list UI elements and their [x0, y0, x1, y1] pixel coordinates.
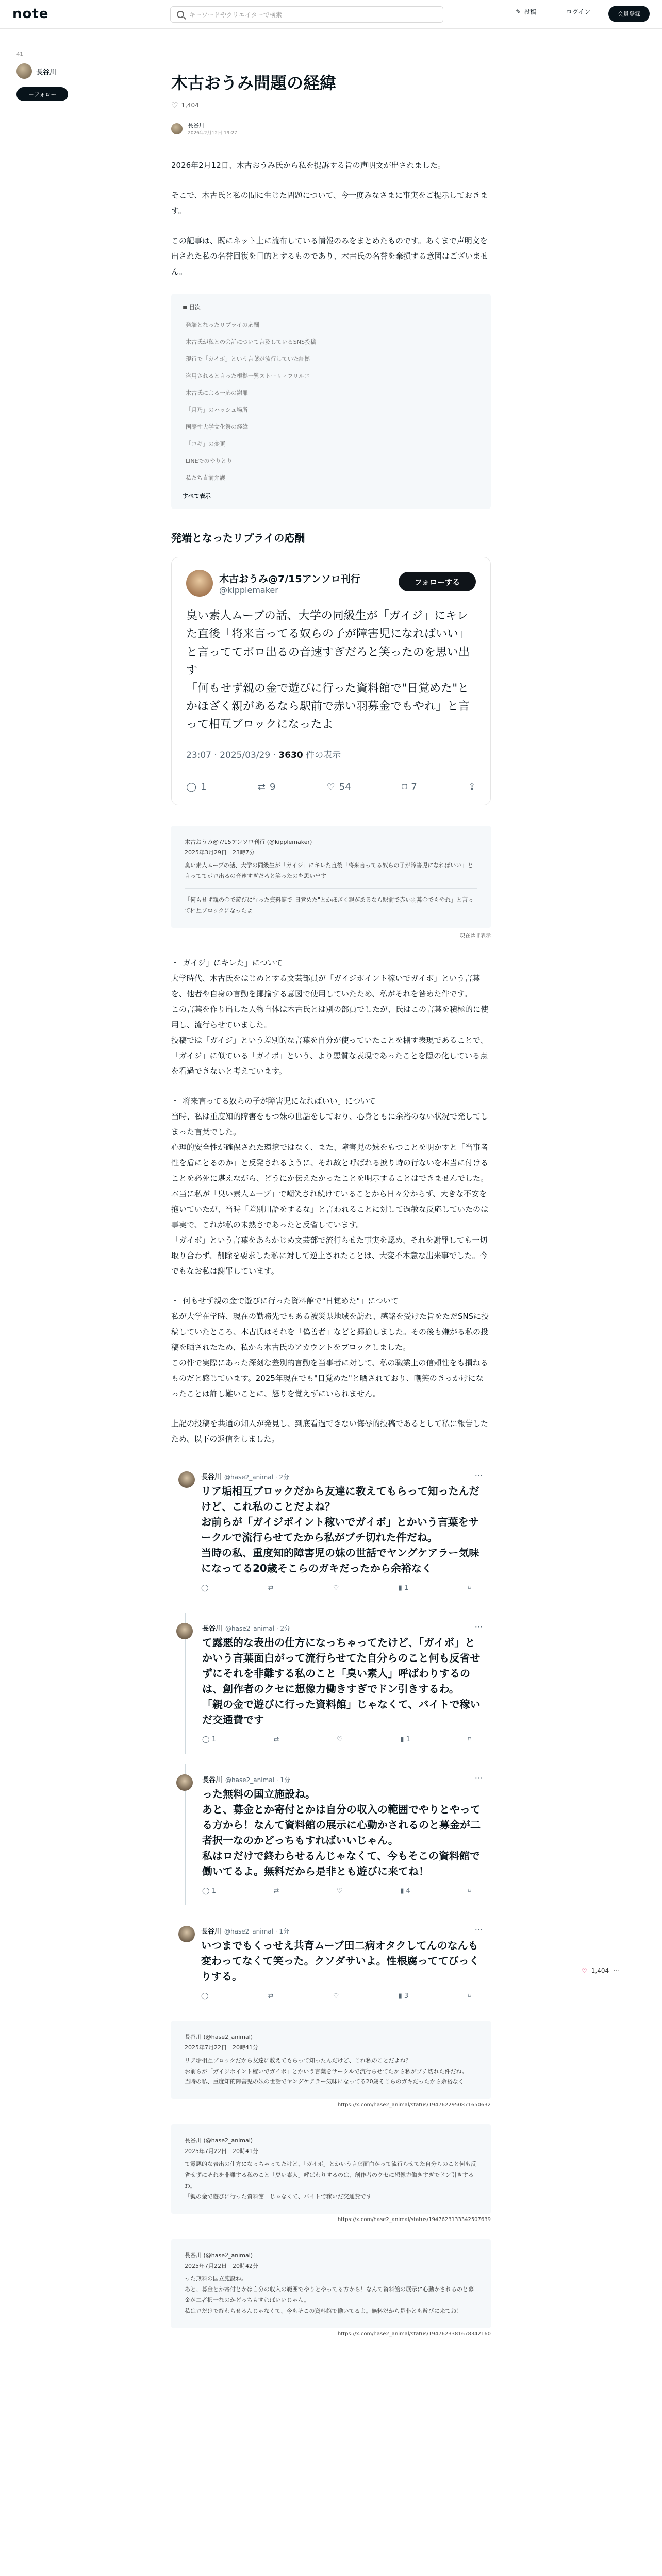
floating-like-count: 1,404 [591, 1967, 609, 1974]
pen-icon: ✎ [516, 8, 521, 15]
reply-author: 長谷川 @hase2_animal · 1分 [201, 1927, 289, 1936]
divider [185, 888, 477, 889]
tweet-screenshot [171, 557, 491, 805]
retweet-icon: ⇄ [268, 1584, 274, 1592]
embed-source-link[interactable]: https://x.com/hase2_animal/status/1947622950871650632 [337, 2102, 491, 2108]
views-count: ▮ 4 [400, 1887, 410, 1895]
more-icon[interactable]: ··· [613, 1967, 619, 1974]
paragraph: この記事は、既にネット上に流布している情報のみをまとめたものです。あくまで声明文を出された私の名誉回復を目的とするものであり、木古氏の名誉を棄損する意図はございません。 [171, 236, 489, 277]
toc-item[interactable]: 「月乃」のハッシュ場所 [183, 401, 479, 418]
toc-heading: ≡ 目次 [183, 304, 201, 311]
paragraph: 2026年2月12日、木古おうみ氏から私を提訴する旨の声明文が出されました。 [171, 161, 445, 171]
embed-date: 2025年7月22日 20時41分 [185, 2148, 258, 2155]
embed-source-link[interactable]: https://x.com/hase2_animal/status/1947623133342507639 [337, 2216, 491, 2223]
heart-icon: ♡ [336, 1735, 343, 1743]
reply-screenshot [171, 1916, 491, 2010]
top-bar [0, 0, 662, 29]
toc-item[interactable]: 国際性大学文化祭の経緯 [183, 418, 479, 435]
toc-item[interactable]: 盗用されると言った根拠一覧ストーリィフリルエ [183, 367, 479, 384]
toc-item[interactable]: 発端となったリプライの応酬 [183, 316, 479, 333]
avatar [16, 63, 32, 79]
embed-body: った無料の国立施設ね。 あと、募金とか寄付とかは自分の収入の範囲でやりとやってる方から！なんて資料館の展示に心動かされるのと募金が二者択一なのかどっちもすればいいじゃん。 私はロだけで終わらせるんじゃなくて、今もそこの資料館で働いてるよ。無料だから是非とも遊びに来てね！ [185, 2275, 474, 2315]
embed-author: 長谷川 (@hase2_animal) [185, 2137, 253, 2144]
embed-body: て露悪的な表出の仕方になっちゃってたけど、「ガイボ」とかいう言葉面白がって流行らせてた自分らのこと何も反省せずにそれを非難する私のこと「臭い素人」呼ばわりするのは、創作者のクセに想像力働きすぎでドン引きするわ。 「親の金で遊びに行った資料館」じゃなくて、バイトで稼いだ交通費です [185, 2161, 476, 2200]
article-meta [171, 121, 491, 136]
bookmark-icon: ⌑ [468, 1584, 471, 1592]
tweet-embed [171, 2239, 491, 2328]
search-placeholder: キーワードやクリエイターで検索 [189, 11, 282, 19]
reply-body: いつまでもくっせえ共育ムーブ田二病オタクしてんのなんも変わってなくて笑った。クソダサいよ。性根腐っててびっくりする。 [201, 1939, 479, 1982]
reply-count: ◯ 1 [202, 1735, 216, 1743]
tweet-body: 臭い素人ムーブの話、大学の同級生が「ガイジ」にキレた直後「将来言ってる奴らの子が障害児になればいい」と言っててボロ出るの音速すぎだろと笑ったのを思い出す 「何もせず親の金で遊びに行った資料館で"日覚めた"とかほざく親があるなら駅前で赤い羽募金でもやれ」と言って相互ブロックになったよ [186, 609, 470, 732]
embed-author: 長谷川 (@hase2_animal) [185, 2251, 253, 2259]
heart-icon: ♡ [336, 1887, 343, 1895]
heart-icon: ♡ [582, 1967, 587, 1974]
toc-item[interactable]: LINEでのやりとり [183, 452, 479, 469]
post-label: 投稿 [524, 8, 537, 15]
heart-icon: ♡ [333, 1992, 339, 2000]
embed-source-link[interactable]: 現在は非表示 [460, 933, 491, 939]
chart-icon: ▮ [398, 1992, 402, 2000]
reply-screenshot [171, 1461, 491, 1602]
sidebar-author[interactable] [16, 63, 130, 79]
paragraph: ・「何もせず親の金で遊びに行った資料館で"日覚めた"」について 私が大学在学時、現在の勤務先でもある被災県地域を訪れ、感銘を受けた旨をただSNSに投稿していたところ、木古氏はそれを「偽善者」などと揶揄しました。その後も嫌がる私の投稿を晒されたため、私から木古氏のアカウントをブロックしました。 この件で実際にあった深刻な差別的言動を当事者に対して、私の職業上の信頼性をも損ねるものだと感じています。2025年現在でも"日覚めた"と晒されており、嘲笑のきっかけになったことは許し難いことに、怒りを覚えずにいられません。 [171, 1296, 489, 1398]
magazine-count: 41 [16, 52, 23, 57]
like-count: ♡ 54 [326, 781, 351, 792]
section-heading: 発端となったリプライの応酬 [171, 532, 305, 545]
search-icon [177, 11, 184, 18]
toc-item[interactable]: 木古氏が私との会話について言及しているSNS投稿 [183, 333, 479, 350]
tweet-timestamp: 23:07 · 2025/03/29 · 3630 件の表示 [186, 748, 476, 771]
paragraph: ・「ガイジ」にキレた」について 大学時代、木古氏をはじめとする文芸部員が「ガイジポイント稼いでガイボ」という言葉を、他者や自身の言動を揶揄する意図で使用していたため、私がそれを咎めた件です。 この言葉を作り出した人物自体は木古氏とは別の部員でしたが、氏はこの言葉を積極的に使用し、流行らせていました。 投稿では「ガイジ」という差別的な言葉を自分が使っていたことを棚す表現であることで、「ガイジ」に似ている「ガイボ」という、より悪質な表現であったことを隠の化している点を看過できないと考えています。 [171, 958, 489, 1076]
paragraph: そこで、木古氏と私の間に生じた問題について、今一度みなさまに事実をご提示しておきます。 [171, 191, 488, 216]
embed-body: 「何もせず親の金で遊びに行った資料館で"日覚めた"とかほざく親があるなら駅前で赤い羽募金でもやれ」と言って相互ブロックになったよ [185, 896, 474, 914]
sidebar-author-name: 長谷川 [36, 68, 57, 76]
reply-body: て露悪的な表出の仕方になっちゃってたけど、「ガイボ」とかいう言葉面白がって流行らせてた自分らのこと何も反省せずにそれを非難する私のこと「臭い素人」呼ばわりするのは、創作者のクセに想像力働きすぎでドン引きするわ。 「親の金で遊びに行った資料館」じゃなくて、バイトで稼いだ交通費です [202, 1636, 481, 1726]
retweet-icon: ⇄ [257, 781, 266, 792]
search-input[interactable] [170, 6, 443, 23]
reply-icon: ◯ [186, 781, 197, 792]
reply-screenshot [185, 1764, 491, 1905]
retweet-icon: ⇄ [273, 1735, 279, 1743]
bookmark-icon: ⌑ [402, 781, 407, 792]
retweet-icon: ⇄ [273, 1887, 279, 1895]
retweet-icon: ⇄ [268, 1992, 274, 2000]
more-icon: ··· [474, 1470, 483, 1480]
reply-actions [201, 1584, 482, 1592]
toc-item[interactable]: 木古氏による一応の謝罪 [183, 384, 479, 401]
tweet-actions [186, 782, 476, 792]
signup-button[interactable]: 会員登録 [608, 6, 650, 22]
embed-author: 長谷川 (@hase2_animal) [185, 2033, 253, 2040]
avatar [178, 1471, 195, 1488]
tweet-author-handle: @kipplemaker [219, 585, 278, 596]
retweet-count: ⇄ 9 [257, 781, 276, 792]
article [171, 72, 491, 2353]
heart-icon: ♡ [326, 781, 335, 792]
reply-screenshot [185, 1613, 491, 1754]
note-logo[interactable]: note [12, 6, 49, 22]
like-summary[interactable] [171, 100, 491, 110]
avatar [176, 1623, 193, 1639]
views-count: ▮ 1 [400, 1735, 410, 1743]
bookmark-icon: ⌑ [468, 1735, 471, 1743]
tweet-author-name: 木古おうみ@7/15アンソロ刊行 [219, 573, 360, 585]
toc-show-all-button[interactable]: すべて表示 [183, 493, 211, 500]
more-icon: ··· [474, 1621, 483, 1632]
reply-icon: ◯ [202, 1887, 210, 1895]
embed-body: 臭い素人ムーブの話、大学の同級生が「ガイジ」にキレた直後「将来言ってる奴らの子が障害児になればいい」と言っててボロ出るの音速すぎだろと笑ったのを思い出す [185, 862, 473, 880]
embed-author: 木古おうみ@7/15アンソロ刊行 (@kipplemaker) [185, 838, 312, 845]
tweet-embed [171, 2021, 491, 2099]
plus-icon: ＋ [28, 91, 34, 98]
reply-body: リア垢相互ブロックだから友達に教えてもらって知ったんだけど、これ私のことだよね？ お前らが「ガイジポイント稼いでガイボ」とかいう言葉をサークルで流行らせてたから私がブチ切れた件だね。 当時の私、重度知的障害児の妹の世話でヤングケアラー気味になってる20歳そこらのガキだったから余裕なく [201, 1484, 479, 1574]
toc-item[interactable]: 私たち直前弁護 [183, 469, 479, 486]
reply-count: ◯ 1 [202, 1887, 216, 1895]
toc-item[interactable]: 「コギ」の変更 [183, 435, 479, 452]
share-icon: ⇪ [468, 781, 476, 792]
bookmark-icon: ⌑ [468, 1887, 471, 1895]
meta-author[interactable]: 長谷川 [188, 122, 205, 129]
avatar [176, 1774, 193, 1791]
reply-actions [202, 1887, 482, 1895]
tweet-embed [171, 2124, 491, 2213]
reply-actions [201, 1992, 482, 2000]
reply-icon: ◯ [201, 1584, 209, 1592]
avatar [186, 570, 213, 597]
floating-like-button[interactable] [582, 1967, 619, 1974]
follow-button[interactable] [16, 87, 68, 101]
avatar [178, 1926, 195, 1942]
bookmark-count: ⌑ 7 [402, 781, 417, 792]
reply-body: った無料の国立施設ね。 あと、募金とか寄付とかは自分の収入の範囲でやりとやってる方から！なんて資料館の展示に心動かされるのと募金が二者択一なのかどっちもすればいいじゃん。 私はロだけで終わらせるんじゃなくて、今もそこの資料館で働いてるよ。無料だから是非とも遊びに来てね！ [202, 1787, 481, 1877]
embed-date: 2025年7月22日 20時41分 [185, 2044, 258, 2051]
meta-date: 2026年2月12日 19:27 [188, 131, 237, 137]
reply-icon: ◯ [202, 1735, 210, 1743]
chart-icon: ▮ [400, 1887, 404, 1895]
heart-icon: ♡ [171, 100, 178, 110]
tweet-header [186, 570, 476, 597]
heart-icon: ♡ [333, 1584, 339, 1592]
follow-label: フォロー [34, 91, 57, 98]
avatar[interactable] [171, 123, 183, 134]
bookmark-icon: ⌑ [468, 1992, 471, 2000]
page-title: 木古おうみ問題の経緯 [171, 73, 337, 93]
left-sidebar [16, 52, 130, 101]
table-of-contents [171, 294, 491, 509]
reply-author: 長谷川 @hase2_animal · 2分 [201, 1473, 289, 1481]
tweet-follow-button: フォローする [399, 572, 476, 591]
reply-icon: ◯ [201, 1992, 209, 2000]
embed-body: リア垢相互ブロックだから友達に教えてもらって知ったんだけど、これ私のことだよね？ お前らが「ガイジポイント稼いでガイボ」とかいう言葉をサークルで流行らせてたから私がブチ切れた件だね。 当時の私、重度知的障害児の妹の世話でヤングケアラー気味になってる20歳そこらのガキだったから余裕なく [185, 2057, 468, 2086]
list-icon: ≡ [183, 304, 189, 311]
tweet-embed [171, 826, 491, 928]
more-icon: ··· [474, 1773, 483, 1783]
embed-date: 2025年7月22日 20時42分 [185, 2262, 258, 2269]
views-count: ▮ 1 [398, 1584, 409, 1592]
reply-actions [202, 1736, 482, 1743]
views-count: ▮ 3 [398, 1992, 409, 2000]
embed-date: 2025年3月29日 23時7分 [185, 849, 255, 856]
reply-author: 長谷川 @hase2_animal · 2分 [202, 1624, 290, 1633]
paragraph: ・「将来言ってる奴らの子が障害児になればいい」について 当時、私は重度知的障害をもつ妹の世話をしており、心身ともに余裕のない状況で発してしまった言葉でした。 心理的安全性が確保された環境ではなく、また、障害児の妹をもつことを明かすと「当事者性を盾にとるのか」と反発されるように、それ故と呼ばれる捩り時の行ないを本当に付けることを必死に堪えながら、どうにか伝えたかったことを明示することはできませんでした。 本当に私が「臭い素人ムーブ」で嘲笑され続けていることから日々分からず、大きな不安を抱いていたが、当時「差別用語をするな」と言われることに対して過敏な反応していたのは事実で、これが私の未熟さであったと反省しています。 「ガイボ」という言葉をあらかじめ文芸部で流行らせた事実を認め、それを謝罪しても一切取り合わず、削除を要求した私に対して逆上されたことは、大変不本意な出来事でした。今でもなお私は謝罪しています。 [171, 1096, 489, 1276]
like-count: 1,404 [181, 101, 199, 109]
chart-icon: ▮ [400, 1735, 404, 1743]
login-link[interactable]: ログイン [566, 8, 591, 15]
reply-count: ◯ 1 [186, 781, 207, 792]
reply-author: 長谷川 @hase2_animal · 1分 [202, 1776, 290, 1784]
toc-item[interactable]: 現行で「ガイボ」という言葉が流行していた証拠 [183, 350, 479, 367]
post-button[interactable] [516, 7, 536, 16]
chart-icon: ▮ [398, 1584, 402, 1592]
paragraph: 上記の投稿を共通の知人が発見し、到底看過できない侮辱的投稿であるとして私に報告したため、以下の返信をしました。 [171, 1418, 489, 1444]
embed-source-link[interactable]: https://x.com/hase2_animal/status/1947623381678342160 [337, 2331, 491, 2337]
more-icon: ··· [474, 1924, 483, 1935]
